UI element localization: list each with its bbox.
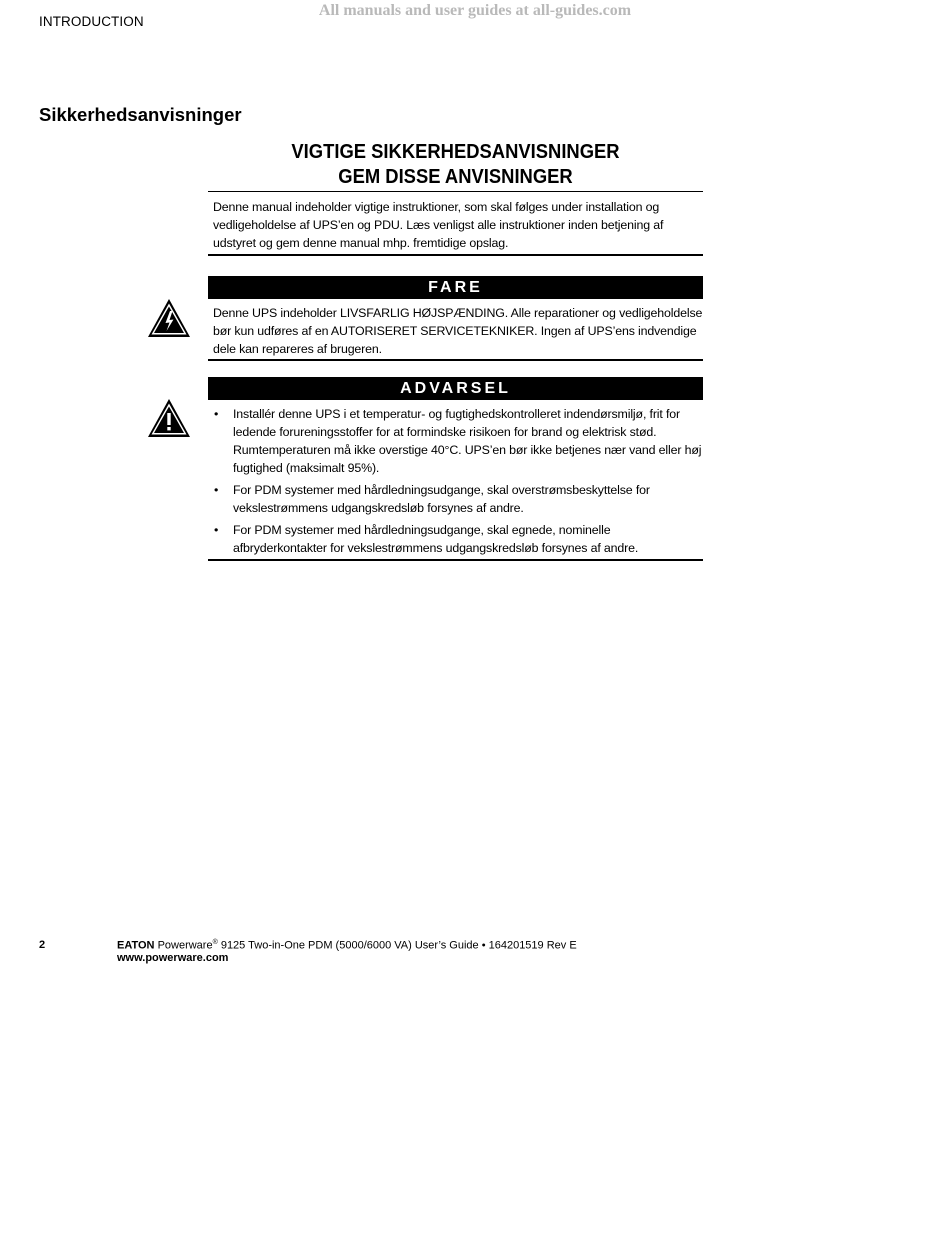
footer-website: www.powerware.com: [117, 952, 229, 964]
registered-mark: ®: [212, 939, 218, 946]
footer-brand: EATON: [117, 939, 155, 952]
footer-guide: 9125 Two-in-One PDM (5000/6000 VA) User’s Guide • 164201519 Rev E: [217, 939, 577, 952]
warning-item: • Installér denne UPS i et temperatur- og fugtighedskontrolleret indendørsmiljø, frit for ledende forureningsstoffer for at formindske risikoen for brand og elektrisk stød. Rumtemperaturen må ikke overstige 40°C. UPS’en bør ikke betjenes nær vand eller høj fugtighed (maksimalt 95%).: [214, 407, 702, 475]
danger-bottom-rule: [208, 359, 703, 361]
important-title-line1: VIGTIGE SIKKERHEDSANVISNINGER: [291, 141, 620, 163]
danger-banner: FARE: [208, 276, 703, 299]
warning-item: • For PDM systemer med hårdledningsudgange, skal overstrømsbeskyttelse for vekslestrømmens udgangskredsløb forsynes af andre.: [214, 483, 650, 515]
warning-item: • For PDM systemer med hårdledningsudgange, skal egnede, nominelle afbryderkontakter for vekslestrømmens udgangskredsløb forsynes af andre.: [214, 523, 639, 555]
high-voltage-warning-icon: [146, 297, 192, 339]
warning-bottom-rule: [208, 559, 703, 561]
section-heading: Sikkerhedsanvisninger: [39, 104, 242, 125]
page-number: 2: [39, 939, 46, 951]
important-text: Denne manual indeholder vigtige instruktioner, som skal følges under installation og vedligeholdelse af UPS’en og PDU. Læs venligst alle instruktioner inden betjening af udstyret og gem denne manual mhp. fremtidige opslag.: [213, 200, 664, 250]
watermark: All manuals and user guides at all-guides.com: [318, 2, 632, 19]
footer-title: [117, 939, 577, 952]
important-safety-title: [228, 140, 683, 190]
danger-text: Denne UPS indeholder LIVSFARLIG HØJSPÆNDING. Alle reparationer og vedligeholdelse bør kun udføres af en AUTORISERET SERVICETEKNIKER. Ingen af UPS’ens indvendige dele kan repareres af brugeren.: [213, 306, 703, 356]
section-header: INTRODUCTION: [39, 14, 144, 29]
important-bottom-rule: [208, 254, 703, 256]
important-top-rule: [208, 191, 703, 192]
important-title-line2: GEM DISSE ANVISNINGER: [338, 166, 573, 188]
footer-product: Powerware: [157, 939, 213, 952]
warning-list: [213, 405, 703, 561]
exclamation-warning-icon: [146, 397, 192, 439]
warning-banner: ADVARSEL: [208, 377, 703, 400]
